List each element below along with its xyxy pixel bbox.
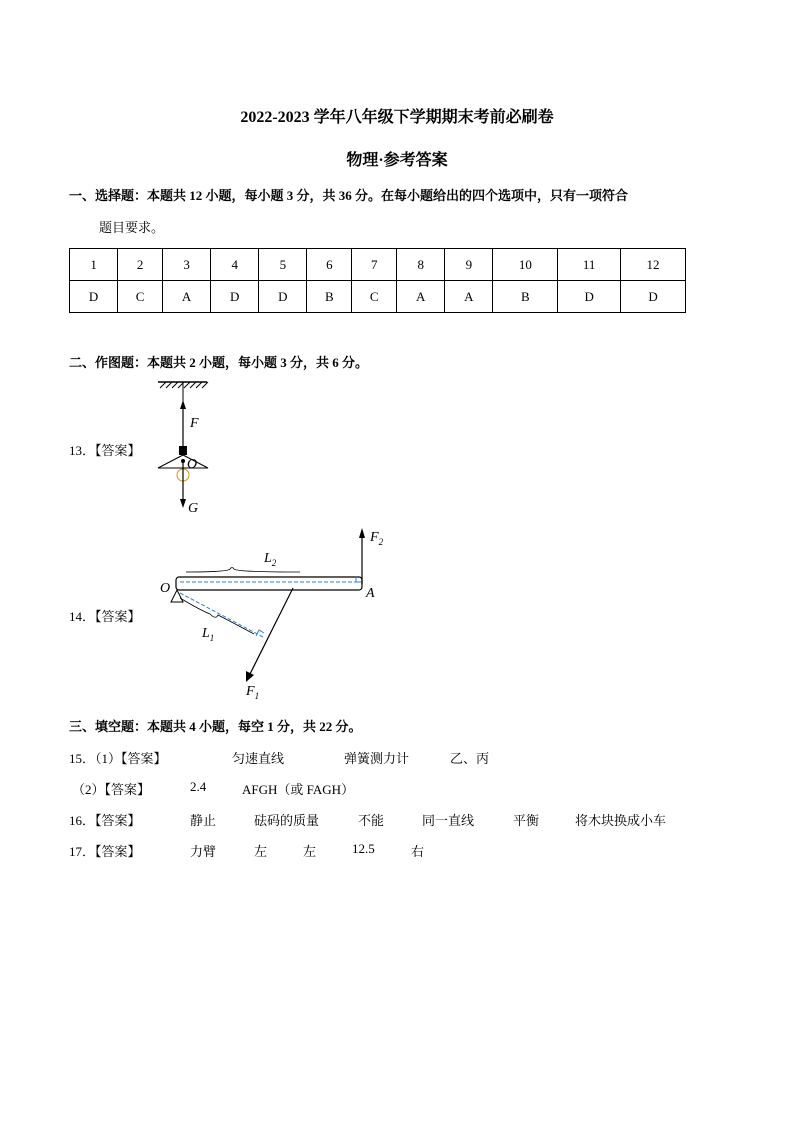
q17-answer: 力臂 (190, 844, 217, 859)
table-cell: A (397, 281, 445, 313)
q13-label: 13．【答案】 (69, 443, 141, 458)
label-f: F (190, 416, 199, 431)
label-g: G (188, 501, 199, 516)
label-f1: $F_1$ (246, 684, 260, 701)
fulcrum-triangle (171, 590, 183, 602)
section3-desc: 本题共 4 小题，每空 1 分，共 22 分。 (147, 719, 362, 734)
section3-heading: 三、填空题： (69, 719, 148, 734)
label-l2: $L_2$ (264, 551, 277, 568)
q17-answer: 左 (254, 844, 268, 859)
q15-label: 15．（1）【答案】 (69, 751, 167, 766)
q15-answer: 匀速直线 (232, 751, 285, 766)
page-title: 2022-2023 学年八年级下学期期末考前必刷卷 (240, 109, 554, 126)
table-cell: 2 (118, 249, 163, 281)
q16-answer: 不能 (358, 813, 385, 828)
q15-part2-answer: 2.4 (190, 779, 207, 794)
table-cell: 1 (70, 249, 118, 281)
hook-block (179, 446, 187, 455)
section1-desc: 本题共 12 小题，每小题 3 分，共 36 分。在每小题给出的四个选项中，只有一项符合 (147, 188, 629, 203)
q15-answer: 乙、丙 (450, 751, 490, 766)
q14-label: 14．【答案】 (69, 609, 141, 624)
table-cell: D (259, 281, 307, 313)
force-f2-arrowhead (359, 528, 365, 538)
section1-line (69, 185, 628, 204)
answer-table (69, 248, 686, 313)
label-f2: $F_2$ (370, 530, 384, 547)
q15-part2-answer: AFGH（或 FAGH） (242, 782, 355, 797)
section1-heading: 一、选择题： (69, 188, 148, 203)
table-cell: A (162, 281, 210, 313)
table-cell: 3 (162, 249, 210, 281)
table-cell: C (118, 281, 163, 313)
q14-diagram (150, 522, 400, 702)
section2-desc: 本题共 2 小题，每小题 3 分，共 6 分。 (147, 355, 369, 370)
q16-answer: 砝码的质量 (254, 813, 320, 828)
answer-table-answers-row (70, 281, 686, 313)
label-o: O (187, 457, 198, 472)
table-cell: 8 (397, 249, 445, 281)
lever-bar (176, 577, 362, 590)
table-cell: C (352, 281, 397, 313)
force-f-arrowhead (180, 400, 186, 409)
q17-answer: 左 (303, 844, 317, 859)
table-cell: D (211, 281, 259, 313)
table-cell: B (307, 281, 352, 313)
table-cell: D (621, 281, 686, 313)
table-cell: A (445, 281, 493, 313)
table-cell: 10 (493, 249, 558, 281)
ceiling-hatch (160, 382, 208, 388)
label-a: A (366, 586, 375, 601)
q15-answer: 弹簧测力计 (344, 751, 410, 766)
q16-answer: 平衡 (513, 813, 540, 828)
l2-brace (186, 568, 300, 573)
answer-table-numbers-row (70, 249, 686, 281)
table-cell: 11 (558, 249, 621, 281)
table-cell: 6 (307, 249, 352, 281)
q16-answer: 将木块换成小车 (575, 813, 667, 828)
l1-dashed-line (180, 593, 263, 637)
section2-line (69, 352, 368, 371)
q13-diagram (150, 376, 230, 518)
table-cell: 7 (352, 249, 397, 281)
table-cell: D (70, 281, 118, 313)
section1-desc2: 题目要求。 (99, 220, 165, 235)
table-cell: D (558, 281, 621, 313)
label-o: O (160, 581, 171, 596)
table-cell: 4 (211, 249, 259, 281)
label-l1: $L_1$ (202, 626, 215, 643)
table-cell: 5 (259, 249, 307, 281)
l1-brace (180, 598, 254, 634)
q16-answer: 静止 (190, 813, 217, 828)
q16-answer: 同一直线 (422, 813, 475, 828)
section3-line (69, 716, 362, 735)
q15-part2-label: （2）【答案】 (72, 782, 151, 797)
table-cell: B (493, 281, 558, 313)
force-g-arrowhead (180, 499, 186, 508)
page-subtitle: 物理·参考答案 (346, 152, 448, 169)
table-cell: 9 (445, 249, 493, 281)
q17-answer: 12.5 (352, 841, 375, 856)
q17-label: 17．【答案】 (69, 844, 141, 859)
section2-heading: 二、作图题： (69, 355, 148, 370)
q16-label: 16．【答案】 (69, 813, 141, 828)
table-cell: 12 (621, 249, 686, 281)
force-f1-arrow (250, 588, 293, 674)
q17-answer: 右 (411, 844, 425, 859)
force-f1-arrowhead (246, 671, 254, 682)
